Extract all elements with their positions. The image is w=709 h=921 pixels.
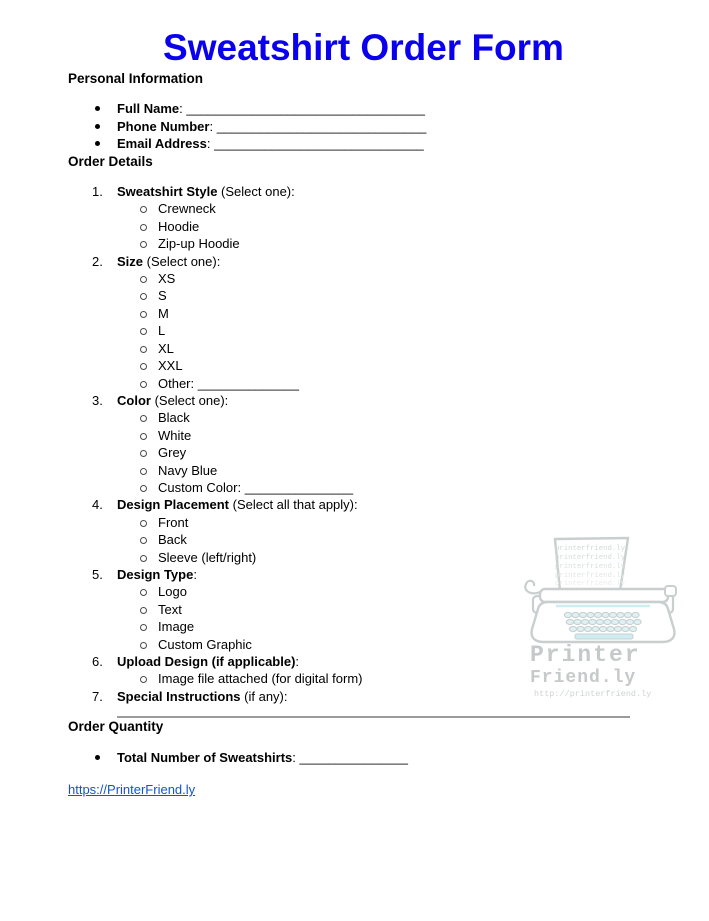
watermark-brand-line2: Friend.ly (530, 668, 637, 688)
list-item-option (68, 636, 659, 653)
list-item-option (68, 287, 659, 304)
field-blank-line: : _____________________________ (206, 136, 424, 152)
list-item (68, 749, 659, 766)
circle-bullet-icon (140, 381, 147, 388)
option-label: Back (158, 532, 187, 548)
list-item-option (68, 531, 659, 548)
option-label: Text (158, 601, 182, 617)
list-item (68, 100, 659, 117)
option-label: Sleeve (left/right) (158, 549, 257, 565)
watermark-brand-line1: Printer (530, 642, 641, 668)
option-label: XL (158, 340, 174, 356)
field-label: Upload Design (if applicable) (117, 654, 296, 669)
list-item-option (68, 375, 659, 392)
number-marker: 2. (92, 253, 103, 269)
option-label: Image (158, 619, 195, 635)
list-item: 6. Upload Design (if applicable): (92, 654, 300, 669)
circle-bullet-icon (140, 624, 147, 631)
watermark-paper-text: printerfriend.ly (554, 554, 626, 562)
circle-bullet-icon (140, 206, 147, 213)
circle-bullet-icon (140, 224, 147, 231)
circle-bullet-icon (140, 520, 147, 527)
option-label: Zip-up Hoodie (158, 236, 240, 252)
list-item-option (68, 462, 659, 479)
option-label: Custom Color: _______________ (158, 479, 354, 495)
circle-bullet-icon (140, 433, 147, 440)
order-details-list (68, 183, 659, 718)
field-label: Design Placement (117, 497, 229, 513)
watermark-paper-text: printerfriend.ly (554, 572, 626, 580)
field-label: Full Name (117, 101, 180, 117)
watermark-paper-text: printerfriend.ly (554, 580, 626, 588)
order-quantity-list (68, 749, 659, 766)
list-item: 7. Special Instructions (if any): (92, 688, 288, 704)
watermark-paper-text: printerfriend.ly (554, 545, 626, 553)
circle-bullet-icon (140, 676, 147, 683)
section-heading-order-details: Order Details (68, 153, 153, 169)
list-item-option (68, 583, 659, 600)
section-heading-order-quantity: Order Quantity (68, 719, 164, 735)
list-item: 2. Size (Select one): (92, 253, 221, 269)
list-item: 1. Sweatshirt Style (Select one): (92, 184, 295, 200)
list-item (68, 135, 659, 152)
list-item-option (68, 409, 659, 426)
field-label: Color (117, 392, 151, 408)
list-item-option (68, 305, 659, 322)
bullet-icon (95, 141, 100, 146)
option-label: White (158, 427, 192, 443)
circle-bullet-icon (140, 346, 147, 353)
option-label: Custom Graphic (158, 636, 252, 652)
option-label: Navy Blue (158, 462, 218, 478)
list-item (68, 118, 659, 135)
number-marker: 1. (92, 184, 103, 200)
list-item-option (68, 514, 659, 531)
circle-bullet-icon (140, 468, 147, 475)
field-blank-line: : _____________________________ (209, 118, 427, 134)
circle-bullet-icon (140, 328, 147, 335)
list-item-option (68, 427, 659, 444)
personal-info-list (68, 100, 659, 152)
circle-bullet-icon (140, 241, 147, 248)
list-item-option (68, 357, 659, 374)
bullet-icon (95, 755, 100, 760)
option-label: Logo (158, 584, 187, 600)
field-label: Phone Number (117, 118, 210, 134)
document-page (0, 26, 709, 797)
number-marker: 5. (92, 566, 103, 582)
circle-bullet-icon (140, 485, 147, 492)
printerfriendly-link[interactable]: https://PrinterFriend.ly (68, 782, 196, 798)
option-label: Grey (158, 445, 187, 461)
circle-bullet-icon (140, 450, 147, 457)
field-blank-line: : _________________________________ (179, 101, 425, 117)
list-item-option (68, 549, 659, 566)
option-label: L (158, 323, 166, 339)
watermark-url-caption: http://printerfriend.ly (534, 689, 652, 699)
number-marker: 4. (92, 497, 103, 513)
circle-bullet-icon (140, 642, 147, 649)
bullet-icon (95, 124, 100, 129)
circle-bullet-icon (140, 363, 147, 370)
option-label: Image file attached (for digital form) (158, 671, 363, 687)
option-label: XXL (158, 358, 183, 374)
watermark-paper-text: printerfriend.ly (554, 563, 626, 571)
circle-bullet-icon (140, 555, 147, 562)
page-title: Sweatshirt Order Form (163, 27, 564, 68)
field-label: Email Address (117, 136, 207, 152)
number-marker: 3. (92, 392, 103, 408)
section-heading-personal: Personal Information (68, 71, 204, 86)
field-blank-line: : _______________ (292, 749, 408, 765)
list-item-option (68, 670, 659, 687)
list-item-option (68, 444, 659, 461)
circle-bullet-icon (140, 293, 147, 300)
circle-bullet-icon (140, 589, 147, 596)
option-label: S (158, 288, 167, 304)
list-item-option (68, 340, 659, 357)
list-item: 4. Design Placement (Select all that apply): (92, 497, 358, 513)
option-label: Black (158, 410, 190, 426)
list-item-option (68, 322, 659, 339)
list-item-option (68, 235, 659, 252)
option-label: XS (158, 271, 176, 287)
field-label: Design Type (117, 566, 194, 582)
field-label: Special Instructions (117, 688, 241, 704)
number-marker: 6. (92, 654, 103, 669)
bullet-icon (95, 106, 100, 111)
list-item-option (68, 618, 659, 635)
circle-bullet-icon (140, 537, 147, 544)
list-item: 3. Color (Select one): (92, 392, 229, 408)
option-label: Front (158, 514, 189, 530)
field-label: Total Number of Sweatshirts (117, 749, 293, 765)
circle-bullet-icon (140, 607, 147, 614)
list-item-option (68, 270, 659, 287)
option-label: Crewneck (158, 201, 216, 217)
option-label: M (158, 305, 169, 321)
circle-bullet-icon (140, 415, 147, 422)
circle-bullet-icon (140, 311, 147, 318)
field-label: Size (117, 253, 144, 269)
page-footer (68, 782, 659, 797)
list-item-option (68, 218, 659, 235)
list-item-option (68, 200, 659, 217)
number-marker: 7. (92, 688, 103, 704)
field-label: Sweatshirt Style (117, 184, 218, 200)
option-label: Other: ______________ (158, 375, 299, 391)
list-item-option (68, 479, 659, 496)
list-item: 5. Design Type: (92, 566, 197, 582)
option-label: Hoodie (158, 218, 200, 234)
circle-bullet-icon (140, 276, 147, 283)
list-item-option (68, 601, 659, 618)
